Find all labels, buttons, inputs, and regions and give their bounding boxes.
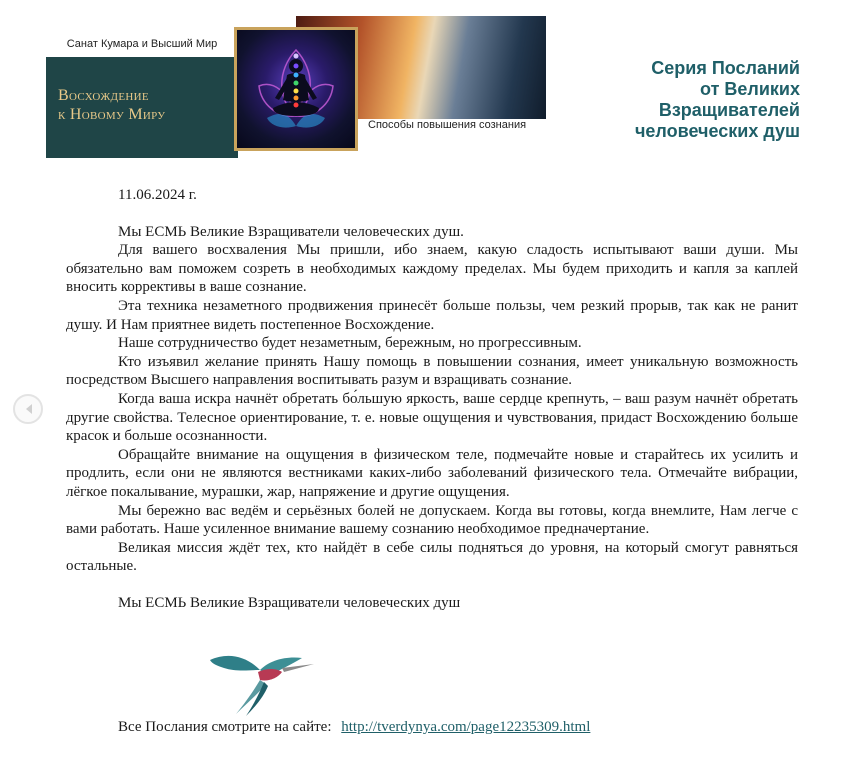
- banner-top-label: Санат Кумара и Высший Мир: [66, 38, 218, 50]
- series-title: [590, 58, 800, 142]
- meditation-image: [234, 27, 358, 151]
- banner-caption: Способы повышения сознания: [368, 119, 527, 131]
- paragraph: Когда ваша искра начнёт обретать бо́льшую яркость, ваше сердце крепнуть, – ваш разум начнёт обретать другие свойства. Телесное ориентирование, т. е. новые ощущения и чувствования, придаст Восхождению больше красок и больше осознанности.: [66, 390, 798, 445]
- hummingbird-icon: [206, 646, 326, 718]
- paragraph: Великая миссия ждёт тех, кто найдёт в себе силы подняться до уровня, на который смогут равняться остальные.: [66, 539, 798, 575]
- paragraph: Обращайте внимание на ощущения в физическом теле, подмечайте новые и старайтесь их усилить и продлить, если они не являются вестниками каких-либо заболеваний физического тела. Отмечайте вибрации, лёгкое покалывание, мурашки, жар, напряжение и другие ощущения.: [66, 446, 798, 500]
- banner-title-line1: Восхождение: [58, 87, 149, 104]
- chevron-left-icon: [23, 403, 35, 415]
- paragraph: Мы ЕСМЬ Великие Взращиватели человеческих душ.: [118, 223, 464, 240]
- previous-page-button[interactable]: [13, 394, 43, 424]
- message-document: [66, 186, 798, 613]
- series-title-line1: Серия Посланий: [651, 58, 800, 78]
- series-title-line4: человеческих душ: [634, 121, 800, 141]
- banner-caption-box: [358, 119, 546, 151]
- banner-title-line2: к Новому Миру: [58, 106, 166, 123]
- paragraph: Для вашего восхваления Мы пришли, ибо знаем, какую сладость испытывают ваши души. Мы обязательно вам поможем созреть в необходимых каждому пределах. Мы будем приходить и капля за каплей вносить коррективы в ваше сознание.: [66, 242, 798, 296]
- banner-title: [58, 86, 228, 124]
- paragraph: Мы бережно вас ведём и серьёзных болей не допускаем. Когда вы готовы, когда внемлите, Нам легче с вами работать. Наше усиленное внимание вашему сознанию необходимое предначертание.: [66, 502, 798, 538]
- paragraph: Эта техника незаметного продвижения принесёт больше пользы, чем резкий прорыв, так как не ранит душу. И Нам приятнее видеть постепенное Восхождение.: [66, 297, 798, 333]
- paragraph: Наше сотрудничество будет незаметным, бережным, но прогрессивным.: [118, 335, 582, 352]
- meditation-figure-icon: [237, 30, 355, 148]
- message-date: 11.06.2024 г.: [118, 187, 197, 203]
- site-link[interactable]: http://tverdynya.com/page12235309.html: [341, 719, 591, 735]
- signature: Мы ЕСМЬ Великие Взращиватели человеческих душ: [118, 595, 461, 612]
- footer-label: Все Послания смотрите на сайте:: [118, 719, 332, 735]
- series-title-line2: от Великих: [700, 79, 800, 99]
- paragraph: Кто изъявил желание принять Нашу помощь в повышении сознания, имеет уникальную возможность посредством Высшего направления воспитывать разум и взращивать сознание.: [66, 353, 798, 389]
- series-title-line3: Взращивателей: [658, 100, 800, 120]
- footer-line: [118, 718, 590, 736]
